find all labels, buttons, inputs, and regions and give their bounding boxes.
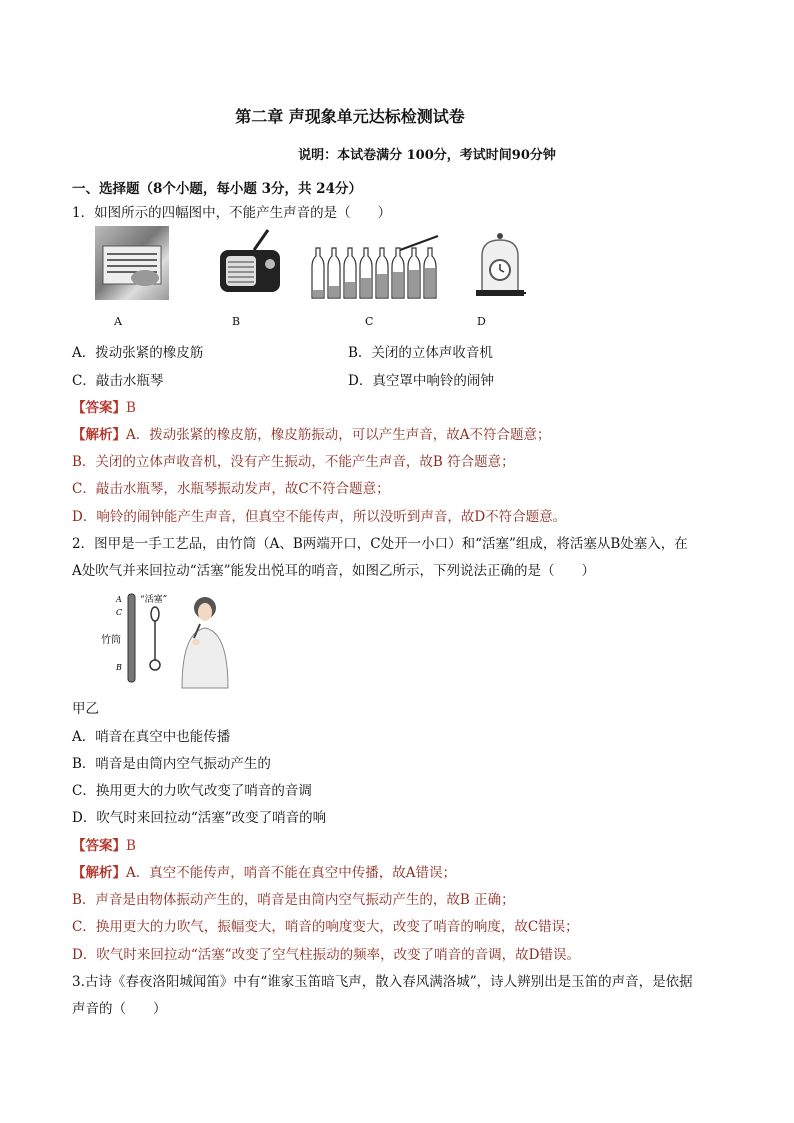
q1-analysis-2: B．关闭的立体声收音机，没有产生振动，不能产生声音，故B 符合题意； — [72, 454, 515, 470]
question-1-stem: 1．如图所示的四幅图中，不能产生声音的是（ ） — [72, 205, 392, 221]
tube-label: 竹筒 — [101, 635, 121, 646]
q2-answer — [72, 834, 136, 854]
page-title: 第二章 声现象单元达标检测试卷 — [235, 107, 465, 126]
answer-value: B — [126, 400, 136, 416]
rubber-band-box-image — [95, 226, 169, 300]
bamboo-whistle-figure — [101, 588, 245, 688]
q2-option-c: C．换用更大的力吹气改变了哨音的音调 — [72, 783, 312, 799]
question-3-stem-line1: 3.古诗《春夜洛阳城闻笛》中有“谁家玉笛暗飞声，散入春风满洛城”，诗人辨别出是玉笛的声音，是依据 — [72, 974, 693, 990]
q1-analysis-3: C．敲击水瓶琴，水瓶琴振动发声，故C不符合题意； — [72, 481, 390, 497]
q2-option-d: D．吹气时来回拉动“活塞”改变了哨音的响 — [72, 810, 327, 826]
answer-tag: 【答案】 — [72, 838, 126, 854]
q2-analysis-1: 【解析】A．真空不能传声，哨音不能在真空中传播，故A错误； — [72, 865, 456, 881]
exam-instructions: 说明：本试卷满分 100分，考试时间90分钟 — [298, 148, 556, 163]
label-b: B — [116, 663, 122, 672]
figure-caption: 甲乙 — [72, 701, 99, 717]
image-label-b: B — [232, 315, 241, 328]
q2-analysis-3: C．换用更大的力吹气，振幅变大，哨音的响度变大，改变了哨音的响度，故C错误； — [72, 919, 579, 935]
question-2-stem-line1: 2．图甲是一手工艺品，由竹筒（A、B两端开口，C处开一小口）和“活塞”组成，将活塞从B处塞入，在 — [72, 536, 688, 552]
image-label-c: C — [365, 315, 374, 328]
image-label-d: D — [477, 315, 486, 328]
analysis-tag: 【解析】 — [72, 427, 126, 443]
water-bottles-icon — [308, 232, 438, 300]
question-3-stem-line2: 声音的（ ） — [72, 1001, 167, 1017]
q1-option-d: D．真空罩中响铃的闹钟 — [348, 373, 494, 389]
question-2-stem-line2: A处吹气并来回拉动“活塞”能发出悦耳的哨音，如图乙所示，下列说法正确的是（ ） — [72, 563, 596, 579]
q2-analysis-4: D．吹气时来回拉动“活塞”改变了空气柱振动的频率，改变了哨音的音调，故D错误。 — [72, 947, 580, 963]
analysis-tag: 【解析】 — [72, 865, 126, 881]
q1-analysis-4: D．响铃的闹钟能产生声音，但真空不能传声，所以没听到声音，故D不符合题意。 — [72, 509, 567, 525]
q1-option-c: C．敲击水瓶琴 — [72, 373, 164, 389]
q1-option-b: B．关闭的立体声收音机 — [348, 345, 493, 361]
section-heading: 一、选择题（8个小题，每小题 3分，共 24分） — [72, 181, 362, 197]
q1-option-a: A．拨动张紧的橡皮筋 — [72, 345, 204, 361]
bell-jar-alarm-clock-icon — [474, 232, 526, 300]
q2-option-b: B．哨音是由筒内空气振动产生的 — [72, 756, 271, 772]
q1-analysis-1: 【解析】A．拨动张紧的橡皮筋，橡皮筋振动，可以产生声音，故A不符合题意； — [72, 427, 551, 443]
q1-answer — [72, 396, 136, 416]
label-a: A — [116, 595, 122, 604]
image-label-a: A — [114, 315, 122, 328]
q2-analysis-2: B．声音是由物体振动产生的，哨音是由筒内空气振动产生的，故B 正确； — [72, 892, 515, 908]
radio-icon — [218, 228, 282, 296]
piston-label: “活塞” — [140, 595, 168, 605]
answer-value: B — [126, 838, 136, 854]
answer-tag: 【答案】 — [72, 400, 126, 416]
label-c: C — [116, 608, 123, 617]
q2-option-a: A．哨音在真空中也能传播 — [72, 729, 231, 745]
